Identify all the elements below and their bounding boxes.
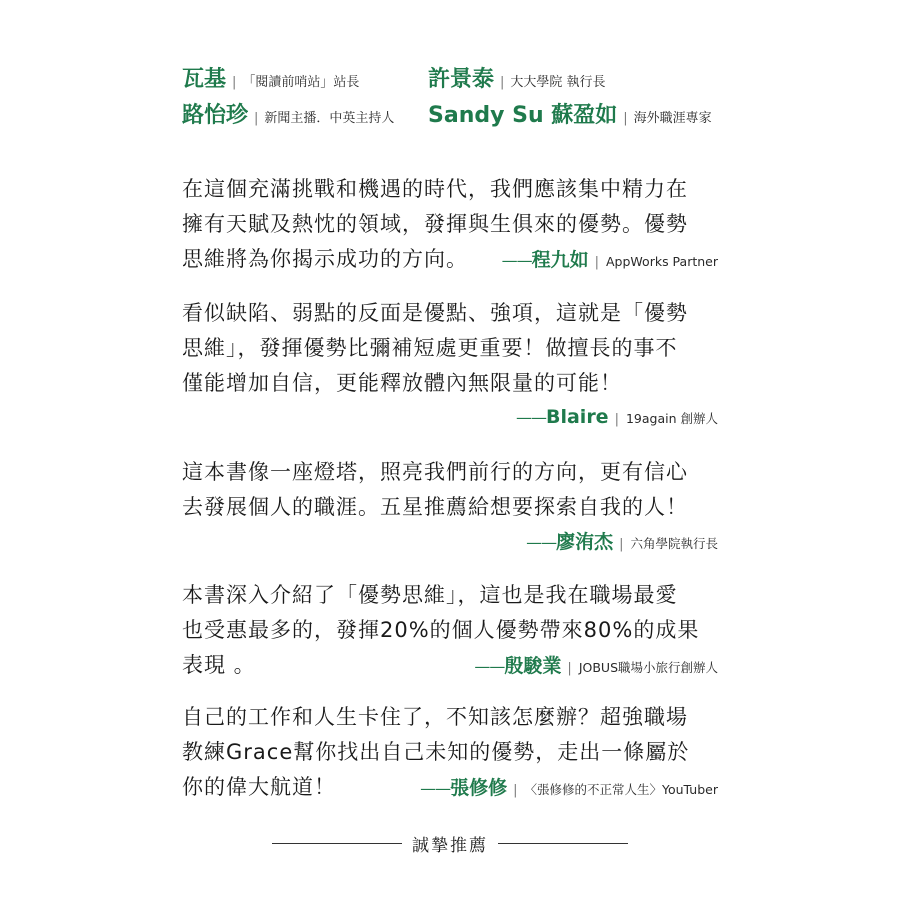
separator: | <box>623 111 628 126</box>
quote-line: 教練Grace幫你找出自己未知的優勢，走出一條屬於 <box>182 740 690 764</box>
quote-line: 僅能增加自信，更能釋放體內無限量的可能！ <box>182 371 622 395</box>
author-title: JOBUS職場小旅行創辦人 <box>578 660 718 675</box>
quote-line: 本書深入介紹了「優勢思維」，這也是我在職場最愛 <box>182 583 678 607</box>
quote-signature-line <box>182 525 718 561</box>
quote-signature <box>502 242 718 280</box>
endorser-name: 瓦基 <box>182 67 227 92</box>
quote-signature <box>420 770 718 808</box>
quote-last-line <box>182 242 718 277</box>
quote-line: 去發展個人的職涯。五星推薦給想要探索自我的人！ <box>182 495 688 519</box>
endorser-role: 海外職涯專家 <box>633 111 712 126</box>
quote-line: 思維」，發揮優勢比彌補短處更重要！做擅長的事不 <box>182 336 678 360</box>
footer-recommendation <box>272 830 628 856</box>
separator: | <box>567 661 573 676</box>
quote-line: 這本書像一座燈塔，照亮我們前行的方向，更有信心 <box>182 460 688 484</box>
endorser-lu <box>182 98 394 129</box>
quote-line: 你的偉大航道！ <box>182 775 336 799</box>
separator: | <box>513 783 519 798</box>
endorser-role: 大大學院 執行長 <box>510 75 606 90</box>
separator: | <box>232 75 237 90</box>
quote-line: 思維將為你揭示成功的方向。 <box>182 247 468 271</box>
author-title: 六角學院執行長 <box>630 536 718 551</box>
quote-signature <box>474 648 718 686</box>
dash: —— <box>501 251 532 270</box>
author-name: 殷駿業 <box>504 655 562 677</box>
endorser-wachi <box>182 62 359 93</box>
endorser-hsu <box>428 62 606 93</box>
dash: —— <box>526 533 557 552</box>
divider-line <box>498 843 628 844</box>
quote-block <box>182 296 718 435</box>
endorser-name: 路怡珍 <box>182 103 249 128</box>
separator: | <box>254 111 259 126</box>
endorser-name: Sandy Su 蘇盈如 <box>428 103 618 128</box>
quote-line: 表現 。 <box>182 653 256 677</box>
quote-line: 看似缺陷、弱點的反面是優點、強項，這就是「優勢 <box>182 301 688 325</box>
separator: | <box>614 412 620 427</box>
dash: —— <box>515 408 546 427</box>
quote-block <box>182 455 718 561</box>
quote-signature-line <box>182 401 718 435</box>
endorser-role: 「閱讀前哨站」站長 <box>242 75 360 90</box>
quote-signature <box>526 529 718 553</box>
quote-signature <box>516 404 718 428</box>
divider-line <box>272 843 402 844</box>
quote-block <box>182 700 718 805</box>
author-title: 19again 創辦人 <box>625 411 718 426</box>
endorser-role: 新聞主播．中英主持人 <box>264 111 395 126</box>
dash: —— <box>420 779 451 798</box>
quote-line: 自己的工作和人生卡住了，不知該怎麼辦？超強職場 <box>182 705 688 729</box>
separator: | <box>594 255 600 270</box>
quote-block <box>182 172 718 277</box>
footer-label: 誠摯推薦 <box>412 835 488 856</box>
author-name: 張修修 <box>450 777 508 799</box>
author-title: AppWorks Partner <box>606 254 718 269</box>
author-name: 程九如 <box>531 249 589 271</box>
quote-last-line <box>182 648 718 683</box>
endorser-sandy <box>428 98 712 129</box>
quote-line: 擁有天賦及熱忱的領域，發揮與生俱來的優勢。優勢 <box>182 212 688 236</box>
endorser-name: 許景泰 <box>428 67 495 92</box>
dash: —— <box>474 657 505 676</box>
quote-line: 在這個充滿挑戰和機遇的時代，我們應該集中精力在 <box>182 177 688 201</box>
author-title: 〈張修修的不正常人生〉YouTuber <box>524 782 718 797</box>
quote-block <box>182 578 718 683</box>
quote-last-line <box>182 770 718 805</box>
separator: | <box>619 537 625 552</box>
separator: | <box>500 75 505 90</box>
author-name: 廖洧杰 <box>556 531 614 553</box>
quote-line: 也受惠最多的，發揮20%的個人優勢帶來80%的成果 <box>182 618 700 642</box>
author-name: Blaire <box>545 406 609 428</box>
